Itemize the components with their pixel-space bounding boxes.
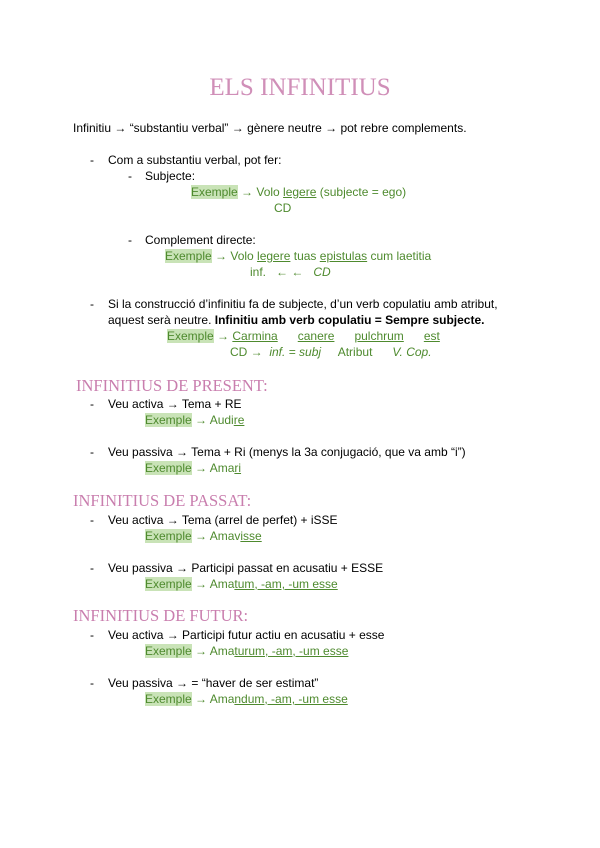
present-passiva-example: Exemple → Amari (145, 461, 242, 475)
exemple-highlight: Exemple (145, 692, 192, 706)
underlined-word: epistulas (319, 249, 368, 263)
exemple-highlight: Exemple (145, 529, 192, 543)
exemple-highlight: Exemple (145, 461, 192, 475)
cd-label: Complement directe: (145, 233, 256, 247)
copulatiu-example: Exemple → Carmina canere pulchrum est (167, 329, 440, 343)
futur-activa-example: Exemple → Amaturum, -am, -um esse (145, 644, 349, 658)
futur-passiva-example: Exemple → Amandum, -am, -um esse (145, 692, 348, 706)
passat-activa: Veu activa → Tema (arrel de perfet) + iSSE (108, 513, 338, 527)
bullet-dash: - (90, 628, 94, 642)
present-passiva: Veu passiva → Tema + Ri (menys la 3a conjugació, que va amb “i”) (108, 445, 466, 459)
copulatiu-rule: Infinitiu amb verb copulatiu = Sempre subjecte. (214, 313, 485, 327)
underlined-word: canere (297, 329, 335, 343)
intro-line: Infinitiu → “substantiu verbal” → gènere neutre → pot rebre complements. (73, 121, 467, 135)
present-activa-example: Exemple → Audire (145, 413, 245, 427)
section-heading-futur: INFINITIUS DE FUTUR: (73, 606, 249, 625)
bullet-dash: - (90, 397, 94, 411)
exemple-highlight: Exemple (167, 329, 214, 343)
subjecte-example: Exemple → Volo legere (subjecte = ego) (191, 185, 407, 199)
copulatiu-line1: Si la construcció d’infinitiu fa de subjecte, d’un verb copulatiu amb atribut, (108, 297, 498, 311)
underlined-word: legere (257, 249, 291, 263)
passat-activa-example: Exemple → Amavisse (145, 529, 262, 543)
copulatiu-note: CD → inf. = subj Atribut V. Cop. (230, 345, 432, 359)
futur-activa: Veu activa → Participi futur actiu en acusatiu + esse (108, 628, 385, 642)
passat-passiva: Veu passiva → Participi passat en acusatiu + ESSE (108, 561, 384, 575)
underlined-word: Carmina (232, 329, 278, 343)
exemple-highlight: Exemple (145, 577, 192, 591)
subjecte-label: Subjecte: (145, 169, 196, 183)
cd-example: Exemple → Volo legere tuas epistulas cum laetitia (165, 249, 432, 263)
bullet-dash: - (90, 676, 94, 690)
exemple-highlight: Exemple (165, 249, 212, 263)
bullet-dash: - (90, 513, 94, 527)
underlined-word: est (423, 329, 440, 343)
bullet-dash: - (90, 297, 94, 311)
section-heading-present: INFINITIUS DE PRESENT: (76, 376, 268, 395)
exemple-highlight: Exemple (145, 644, 192, 658)
exemple-highlight: Exemple (191, 185, 238, 199)
copulatiu-line2: aquest serà neutre. Infinitiu amb verb copulatiu = Sempre subjecte. (108, 313, 485, 327)
section-heading-passat: INFINITIUS DE PASSAT: (73, 491, 252, 510)
page-title: ELS INFINITIUS (209, 74, 391, 101)
sub-bullet-dash: - (128, 169, 132, 183)
present-activa: Veu activa → Tema + RE (108, 397, 242, 411)
subjecte-note: CD (274, 201, 292, 215)
underlined-word: legere (283, 185, 317, 199)
substantiu-bullet: Com a substantiu verbal, pot fer: (108, 153, 282, 167)
underlined-word: pulchrum (354, 329, 404, 343)
futur-passiva: Veu passiva → = “haver de ser estimat” (108, 676, 319, 690)
passat-passiva-example: Exemple → Amatum, -am, -um esse (145, 577, 338, 591)
sub-bullet-dash: - (128, 233, 132, 247)
exemple-highlight: Exemple (145, 413, 192, 427)
bullet-dash: - (90, 445, 94, 459)
cd-note: inf. ← ← CD (250, 265, 331, 279)
bullet-dash: - (90, 153, 94, 167)
bullet-dash: - (90, 561, 94, 575)
